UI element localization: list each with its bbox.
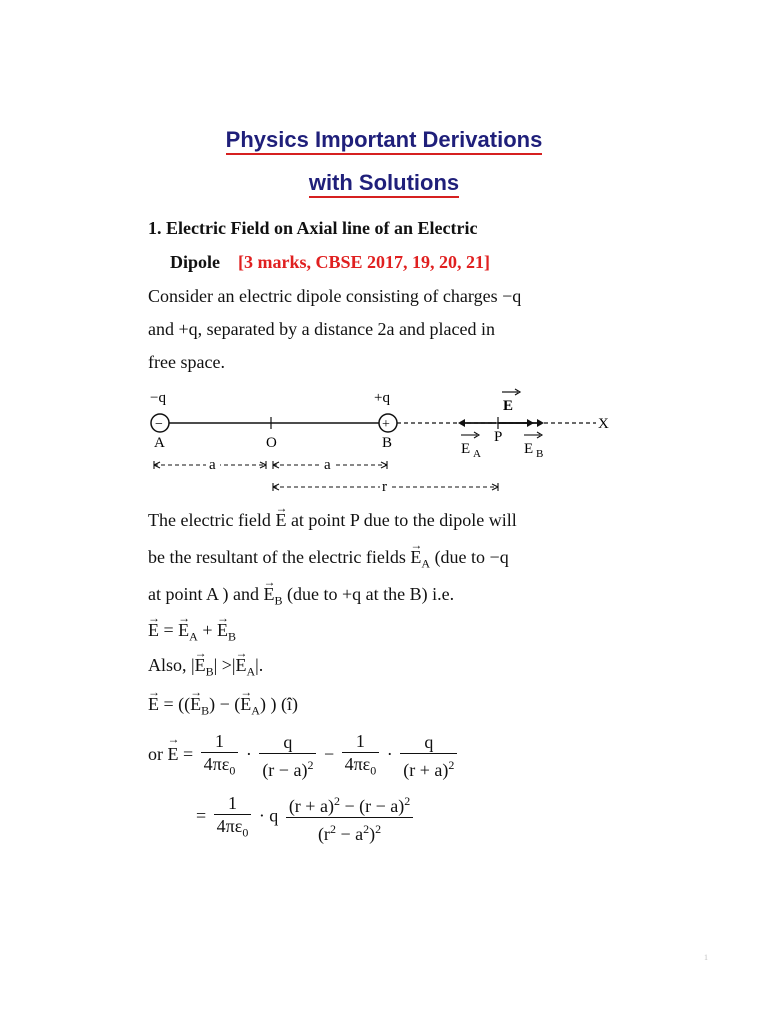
section-heading-cont <box>170 250 490 274</box>
vector-ea: → E <box>410 545 421 569</box>
paragraph-line: Consider an electric dipole consisting of charges −q <box>148 286 522 306</box>
page-number: 1 <box>704 953 708 962</box>
dim-a1-label: a <box>209 457 216 473</box>
pos-charge-label: +q <box>374 390 390 406</box>
point-p-label: P <box>494 429 503 445</box>
axis-x-label: X <box>598 416 609 432</box>
dipole-diagram <box>146 385 626 497</box>
point-a-label: A <box>154 435 165 451</box>
title-line-2: with Solutions <box>309 171 459 198</box>
paragraph-line: The electric field → E at point P due to the dipole will <box>148 508 517 532</box>
neg-sign: − <box>155 417 163 432</box>
equation-2: Also, |→ $E_B|$ >|→ $E_A|$. <box>148 653 263 684</box>
paragraph-line: at point A ) and → $E_B$ (due to +q at the B) i.e. <box>148 582 454 613</box>
eb-sub: B <box>536 448 544 460</box>
equation-3: → E = ((→ $E_B$) − (→ $E_A$) ) (î) <box>148 692 298 723</box>
marks-badge: [3 marks, CBSE 2017, 19, 20, 21] <box>238 252 491 272</box>
paragraph-line: and +q, separated by a distance 2a and placed in <box>148 319 496 339</box>
dim-r-label: r <box>382 479 387 495</box>
equation-5: = $\frac{1}{4\pi\varepsilon_0}$ · q $\frac{(r + a)^2 - (r - a)^2}{(r^2 - a^2)^2}$ <box>196 790 416 845</box>
equation-1: → E = → $E_A$ + → $E_B$ <box>148 618 236 649</box>
vector-e: → E <box>275 508 286 532</box>
point-b-label: B <box>382 435 393 451</box>
paragraph-line: free space. <box>148 352 225 372</box>
vector-eb: → E <box>264 582 275 606</box>
pos-sign: + <box>382 417 390 432</box>
heading-dipole: Dipole <box>170 252 221 272</box>
equation-4: or → E = $\frac{1}{4\pi\varepsilon_0}$ · $\frac{q}{(r - a)^2}$ − $\frac{1}{4\pi\varepsilon_0}$ · $\frac{q}{(r + a)^2}$ <box>148 730 460 782</box>
page-title <box>0 127 768 155</box>
field-e-label: E <box>503 398 514 414</box>
paragraph-line: be the resultant of the electric fields → $E_A$ (due to −q <box>148 545 509 576</box>
ea-label: E <box>461 441 471 457</box>
eb-label: E <box>524 441 534 457</box>
ea-sub: A <box>473 448 481 460</box>
title-line-1: Physics Important Derivations <box>226 128 543 155</box>
dim-a2-label: a <box>324 457 331 473</box>
point-o-label: O <box>266 435 277 451</box>
neg-charge-label: −q <box>150 390 166 406</box>
section-heading: 1. Electric Field on Axial line of an Electric <box>148 218 478 238</box>
page-subtitle <box>0 170 768 198</box>
